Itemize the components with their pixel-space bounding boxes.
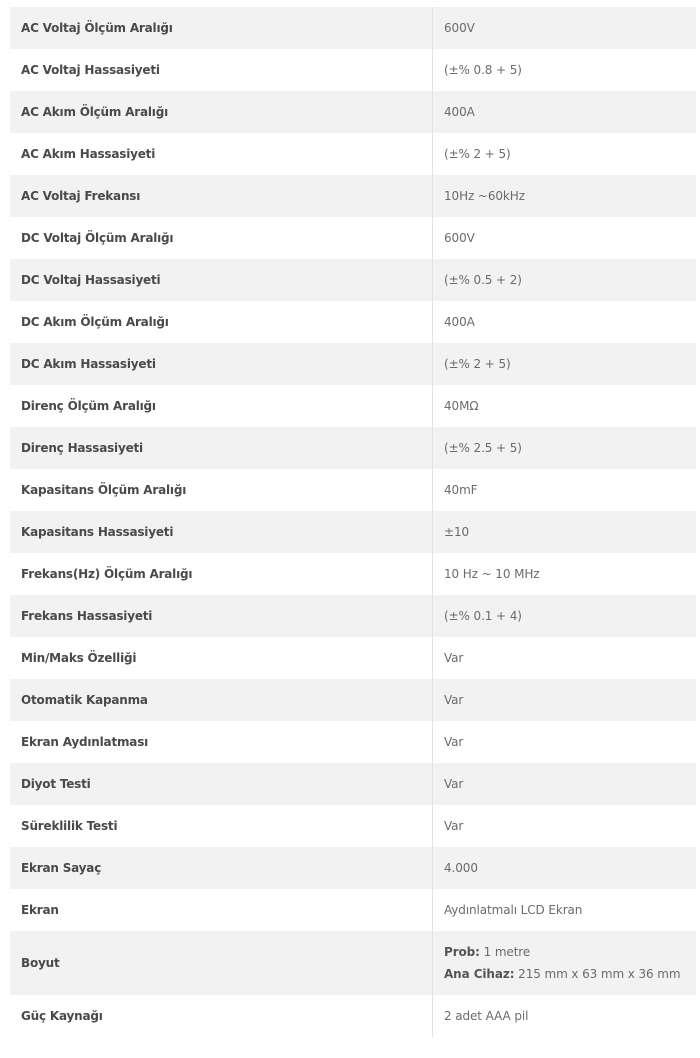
spec-label: DC Akım Hassasiyeti: [10, 343, 433, 385]
spec-label: Güç Kaynağı: [10, 995, 433, 1037]
table-row: [10, 553, 696, 595]
table-row: [10, 49, 696, 91]
spec-label: AC Voltaj Hassasiyeti: [10, 49, 433, 91]
spec-table: [10, 7, 696, 1037]
spec-value: 2 adet AAA pil: [433, 995, 697, 1037]
spec-value: (±% 0.5 + 2): [433, 259, 697, 301]
spec-value: Var: [433, 805, 697, 847]
spec-label: DC Voltaj Ölçüm Aralığı: [10, 217, 433, 259]
table-row: [10, 805, 696, 847]
spec-value: 400A: [433, 301, 697, 343]
spec-label: Direnç Hassasiyeti: [10, 427, 433, 469]
spec-label: DC Voltaj Hassasiyeti: [10, 259, 433, 301]
spec-value: 4.000: [433, 847, 697, 889]
table-row: [10, 175, 696, 217]
table-row: [10, 301, 696, 343]
table-row: [10, 133, 696, 175]
spec-label: DC Akım Ölçüm Aralığı: [10, 301, 433, 343]
table-row: [10, 427, 696, 469]
prob-key: Prob:: [444, 945, 480, 959]
table-row: [10, 217, 696, 259]
spec-value: (±% 0.8 + 5): [433, 49, 697, 91]
table-row: [10, 7, 696, 49]
table-row-boyut: [10, 931, 696, 995]
spec-label: Frekans(Hz) Ölçüm Aralığı: [10, 553, 433, 595]
spec-value: (±% 2 + 5): [433, 343, 697, 385]
spec-label: Kapasitans Hassasiyeti: [10, 511, 433, 553]
spec-label: Süreklilik Testi: [10, 805, 433, 847]
table-row: [10, 995, 696, 1037]
spec-table-body: [10, 7, 696, 1037]
table-row: [10, 679, 696, 721]
spec-label: Ekran Aydınlatması: [10, 721, 433, 763]
spec-value: 600V: [433, 7, 697, 49]
table-row: [10, 595, 696, 637]
table-row: [10, 343, 696, 385]
spec-label: AC Akım Hassasiyeti: [10, 133, 433, 175]
spec-value: (±% 2.5 + 5): [433, 427, 697, 469]
table-row: [10, 763, 696, 805]
table-row: [10, 259, 696, 301]
prob-value: 1 metre: [483, 945, 531, 959]
spec-value: Var: [433, 721, 697, 763]
spec-value: ±10: [433, 511, 697, 553]
spec-label: Boyut: [10, 931, 433, 995]
cihaz-value: 215 mm x 63 mm x 36 mm: [518, 967, 681, 981]
spec-label: AC Voltaj Ölçüm Aralığı: [10, 7, 433, 49]
spec-label: AC Akım Ölçüm Aralığı: [10, 91, 433, 133]
table-row: [10, 889, 696, 931]
table-row: [10, 637, 696, 679]
spec-label: Otomatik Kapanma: [10, 679, 433, 721]
spec-value: 600V: [433, 217, 697, 259]
prob-line: [444, 941, 696, 963]
table-row: [10, 847, 696, 889]
spec-value: Var: [433, 763, 697, 805]
spec-label: Min/Maks Özelliği: [10, 637, 433, 679]
spec-value: 40MΩ: [433, 385, 697, 427]
spec-value: 10Hz ~60kHz: [433, 175, 697, 217]
spec-value-boyut: [433, 931, 697, 995]
spec-label: Ekran Sayaç: [10, 847, 433, 889]
spec-value: 40mF: [433, 469, 697, 511]
spec-value: (±% 2 + 5): [433, 133, 697, 175]
spec-value: (±% 0.1 + 4): [433, 595, 697, 637]
cihaz-line: [444, 963, 696, 985]
spec-value: Aydınlatmalı LCD Ekran: [433, 889, 697, 931]
spec-value: Var: [433, 679, 697, 721]
spec-label: AC Voltaj Frekansı: [10, 175, 433, 217]
table-row: [10, 469, 696, 511]
table-row: [10, 721, 696, 763]
spec-label: Diyot Testi: [10, 763, 433, 805]
spec-label: Frekans Hassasiyeti: [10, 595, 433, 637]
spec-label: Direnç Ölçüm Aralığı: [10, 385, 433, 427]
spec-label: Ekran: [10, 889, 433, 931]
spec-value: Var: [433, 637, 697, 679]
spec-value: 400A: [433, 91, 697, 133]
spec-label: Kapasitans Ölçüm Aralığı: [10, 469, 433, 511]
table-row: [10, 91, 696, 133]
spec-value: 10 Hz ~ 10 MHz: [433, 553, 697, 595]
table-row: [10, 385, 696, 427]
table-row: [10, 511, 696, 553]
cihaz-key: Ana Cihaz:: [444, 967, 515, 981]
